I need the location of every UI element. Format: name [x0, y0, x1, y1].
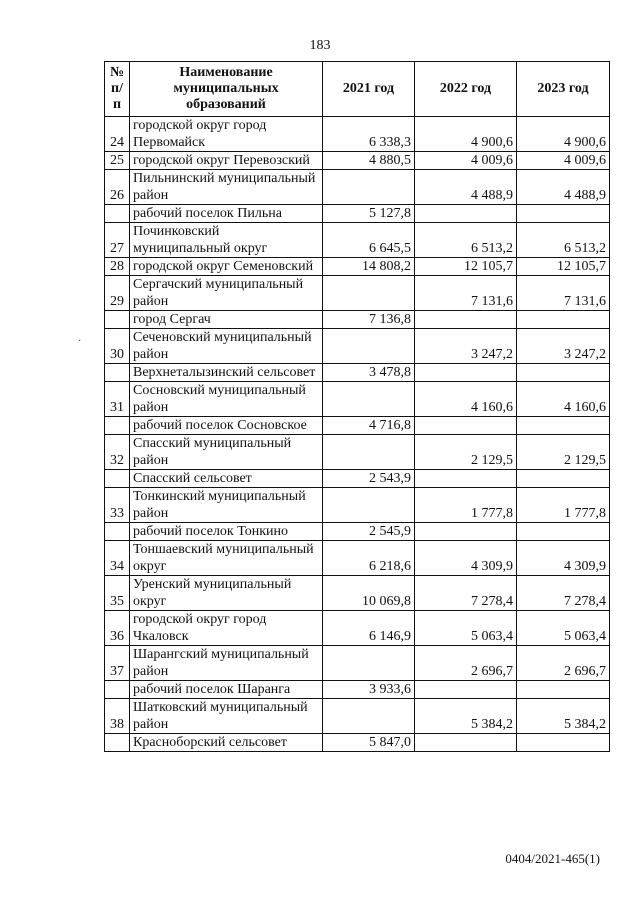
value-2022: 4 900,6 [415, 117, 517, 152]
row-number: 35 [105, 576, 130, 611]
value-2022: 1 777,8 [415, 488, 517, 523]
value-2021: 5 847,0 [323, 734, 415, 752]
row-number: 24 [105, 117, 130, 152]
table-row [105, 364, 610, 382]
table-row [105, 311, 610, 329]
value-2021: 6 146,9 [323, 611, 415, 646]
value-2021 [323, 329, 415, 364]
value-2021 [323, 382, 415, 417]
table-row [105, 152, 610, 170]
value-2023: 6 513,2 [517, 223, 610, 258]
municipality-name: рабочий поселок Тонкино [130, 523, 323, 541]
row-number: 36 [105, 611, 130, 646]
value-2022: 5 063,4 [415, 611, 517, 646]
table-row [105, 611, 610, 646]
municipality-name: Тоншаевский муниципальный округ [130, 541, 323, 576]
table-row [105, 681, 610, 699]
row-number [105, 470, 130, 488]
value-2021 [323, 276, 415, 311]
row-number [105, 205, 130, 223]
municipality-name: Верхнеталызинский сельсовет [130, 364, 323, 382]
value-2022: 3 247,2 [415, 329, 517, 364]
value-2021: 2 543,9 [323, 470, 415, 488]
margin-mark: · [78, 336, 82, 347]
document-code: 0404/2021-465(1) [505, 851, 600, 866]
value-2023: 4 009,6 [517, 152, 610, 170]
value-2021: 10 069,8 [323, 576, 415, 611]
row-number: 30 [105, 329, 130, 364]
value-2023 [517, 681, 610, 699]
municipality-name: рабочий поселок Шаранга [130, 681, 323, 699]
table-row [105, 117, 610, 152]
row-number: 33 [105, 488, 130, 523]
value-2022 [415, 734, 517, 752]
value-2021 [323, 646, 415, 681]
value-2022 [415, 205, 517, 223]
value-2021: 14 808,2 [323, 258, 415, 276]
value-2022 [415, 417, 517, 435]
row-number [105, 364, 130, 382]
municipality-name: Сеченовский муниципальный район [130, 329, 323, 364]
value-2023 [517, 470, 610, 488]
value-2023: 12 105,7 [517, 258, 610, 276]
value-2021 [323, 699, 415, 734]
value-2021: 6 645,5 [323, 223, 415, 258]
municipality-name: Спасский муниципальный район [130, 435, 323, 470]
row-number [105, 523, 130, 541]
table-row [105, 329, 610, 364]
value-2023 [517, 205, 610, 223]
value-2021: 3 933,6 [323, 681, 415, 699]
table-body [105, 117, 610, 752]
value-2021: 6 338,3 [323, 117, 415, 152]
value-2023 [517, 734, 610, 752]
row-number: 28 [105, 258, 130, 276]
value-2021: 2 545,9 [323, 523, 415, 541]
value-2023: 3 247,2 [517, 329, 610, 364]
value-2022: 7 278,4 [415, 576, 517, 611]
value-2023: 7 278,4 [517, 576, 610, 611]
value-2022: 4 160,6 [415, 382, 517, 417]
table-row [105, 470, 610, 488]
municipality-name: Уренский муниципальный округ [130, 576, 323, 611]
row-number: 34 [105, 541, 130, 576]
value-2023: 2 696,7 [517, 646, 610, 681]
value-2021 [323, 170, 415, 205]
value-2022: 4 309,9 [415, 541, 517, 576]
value-2021: 3 478,8 [323, 364, 415, 382]
municipality-name: Шатковский муниципальный район [130, 699, 323, 734]
value-2021: 5 127,8 [323, 205, 415, 223]
value-2022: 4 488,9 [415, 170, 517, 205]
row-number: 38 [105, 699, 130, 734]
municipality-name: Сосновский муниципальный район [130, 382, 323, 417]
municipality-name: Спасский сельсовет [130, 470, 323, 488]
row-number [105, 734, 130, 752]
value-2023: 4 900,6 [517, 117, 610, 152]
municipality-name: рабочий поселок Пильна [130, 205, 323, 223]
table-row [105, 258, 610, 276]
value-2023: 4 309,9 [517, 541, 610, 576]
table-header-row [105, 62, 610, 117]
table-row [105, 734, 610, 752]
row-number [105, 417, 130, 435]
row-number: 32 [105, 435, 130, 470]
municipality-name: городской округ город Первомайск [130, 117, 323, 152]
value-2021 [323, 435, 415, 470]
value-2022: 2 696,7 [415, 646, 517, 681]
header-2023: 2023 год [517, 62, 610, 117]
row-number: 31 [105, 382, 130, 417]
value-2021: 6 218,6 [323, 541, 415, 576]
header-num: № п/п [105, 62, 130, 117]
table-row [105, 435, 610, 470]
table-row [105, 488, 610, 523]
header-2021: 2021 год [323, 62, 415, 117]
page-number: 183 [309, 38, 331, 53]
value-2021: 4 880,5 [323, 152, 415, 170]
table-row [105, 205, 610, 223]
table-row [105, 576, 610, 611]
table-row [105, 523, 610, 541]
value-2022 [415, 364, 517, 382]
header-name: Наименование муниципальных образований [130, 62, 323, 117]
value-2023: 2 129,5 [517, 435, 610, 470]
municipality-name: городской округ Семеновский [130, 258, 323, 276]
municipality-name: рабочий поселок Сосновское [130, 417, 323, 435]
value-2022: 2 129,5 [415, 435, 517, 470]
value-2023 [517, 364, 610, 382]
value-2021: 7 136,8 [323, 311, 415, 329]
municipality-name: Тонкинский муниципальный район [130, 488, 323, 523]
row-number: 37 [105, 646, 130, 681]
table-row [105, 382, 610, 417]
row-number: 27 [105, 223, 130, 258]
row-number: 29 [105, 276, 130, 311]
municipality-name: Сергачский муниципальный район [130, 276, 323, 311]
municipality-name: Шарангский муниципальный район [130, 646, 323, 681]
value-2022 [415, 311, 517, 329]
municipality-name: Починковский муниципальный округ [130, 223, 323, 258]
value-2023: 5 063,4 [517, 611, 610, 646]
row-number [105, 681, 130, 699]
value-2023 [517, 523, 610, 541]
value-2022: 7 131,6 [415, 276, 517, 311]
row-number: 26 [105, 170, 130, 205]
value-2022: 4 009,6 [415, 152, 517, 170]
value-2023: 5 384,2 [517, 699, 610, 734]
value-2022: 5 384,2 [415, 699, 517, 734]
municipality-name: город Сергач [130, 311, 323, 329]
row-number [105, 311, 130, 329]
table-row [105, 417, 610, 435]
municipality-name: городской округ Перевозский [130, 152, 323, 170]
table-row [105, 646, 610, 681]
header-2022: 2022 год [415, 62, 517, 117]
value-2023: 7 131,6 [517, 276, 610, 311]
value-2022 [415, 470, 517, 488]
municipality-name: городской округ город Чкаловск [130, 611, 323, 646]
municipality-name: Пильнинский муниципальный район [130, 170, 323, 205]
budget-table [104, 61, 610, 752]
table-row [105, 276, 610, 311]
table-row [105, 170, 610, 205]
table-row [105, 223, 610, 258]
value-2022: 6 513,2 [415, 223, 517, 258]
municipality-name: Красноборский сельсовет [130, 734, 323, 752]
table-row [105, 541, 610, 576]
value-2023: 4 488,9 [517, 170, 610, 205]
table-row [105, 699, 610, 734]
value-2021 [323, 488, 415, 523]
row-number: 25 [105, 152, 130, 170]
value-2023: 4 160,6 [517, 382, 610, 417]
value-2022 [415, 681, 517, 699]
value-2022 [415, 523, 517, 541]
value-2022: 12 105,7 [415, 258, 517, 276]
value-2021: 4 716,8 [323, 417, 415, 435]
value-2023: 1 777,8 [517, 488, 610, 523]
value-2023 [517, 311, 610, 329]
value-2023 [517, 417, 610, 435]
